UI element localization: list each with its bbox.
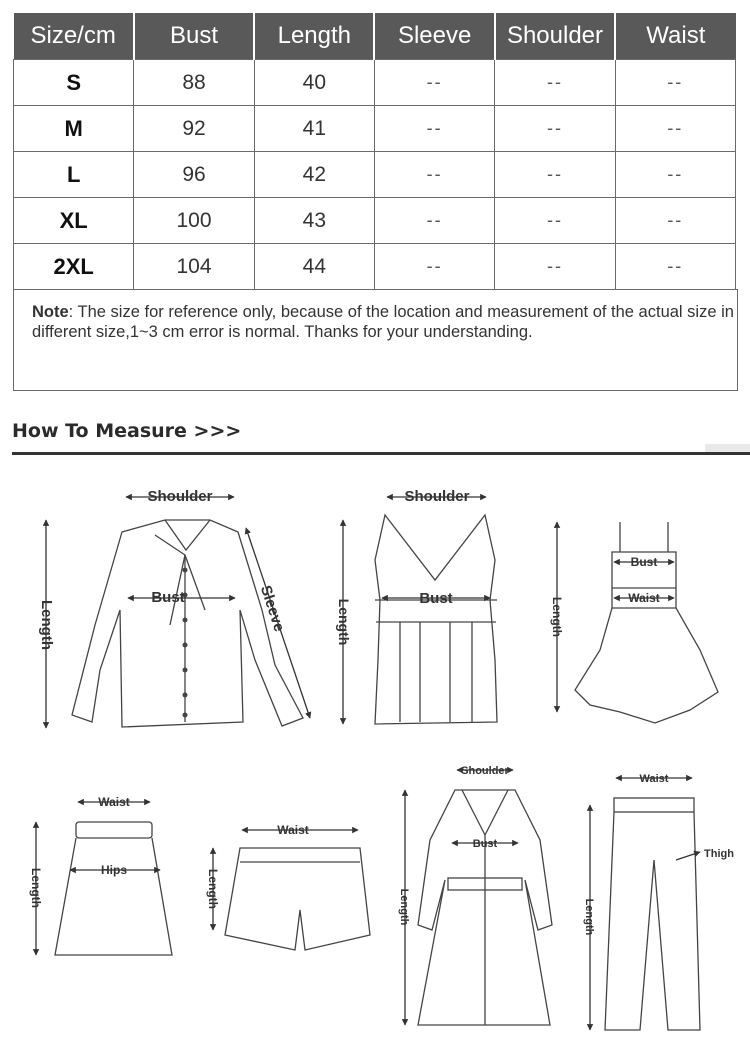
skirt-outline — [55, 838, 172, 955]
size-note — [13, 289, 738, 391]
dress-length-label: Length — [550, 597, 564, 637]
shorts-waist-label: Waist — [277, 823, 309, 837]
top-pleats — [400, 622, 472, 722]
vneck-top-diagram — [343, 497, 497, 724]
blouse-length-label: Length — [38, 600, 55, 650]
length-cell: 44 — [254, 244, 374, 290]
blouse-sleeve-label: Sleeve — [256, 583, 288, 634]
header-shoulder: Shoulder — [495, 13, 615, 60]
waist-cell: -- — [615, 152, 735, 198]
bust-cell: 88 — [134, 60, 254, 106]
bust-cell: 96 — [134, 152, 254, 198]
shoulder-cell: -- — [495, 106, 615, 152]
header-size: Size/cm — [14, 13, 134, 60]
shoulder-cell: -- — [495, 60, 615, 106]
how-to-measure-heading: How To Measure >>> — [12, 420, 242, 442]
coat-shoulder-label: Shoulder — [461, 765, 509, 777]
skirt-length-label: Length — [29, 868, 43, 908]
trousers-waistband — [614, 798, 694, 812]
sleeve-cell: -- — [374, 106, 494, 152]
shorts-diagram — [213, 830, 370, 950]
top-bust-label: Bust — [419, 590, 453, 607]
note-text: : The size for reference only, because of the location and measurement of the actual size in different size,1~3 cm error is normal. Thanks for your understanding. — [32, 303, 734, 341]
coat-length-label: Length — [398, 888, 410, 926]
coat-bust-label: Bust — [472, 838, 498, 850]
length-cell: 40 — [254, 60, 374, 106]
waist-cell: -- — [615, 244, 735, 290]
sleeve-cell: -- — [374, 244, 494, 290]
top-length-label: Length — [336, 598, 352, 646]
length-cell: 43 — [254, 198, 374, 244]
note-label: Note — [32, 303, 69, 321]
header-bust: Bust — [134, 13, 254, 60]
header-sleeve: Sleeve — [374, 13, 494, 60]
table-row — [14, 152, 736, 198]
sleeve-cell: -- — [374, 60, 494, 106]
shorts-length-label: Length — [206, 869, 220, 909]
trench-coat-diagram — [405, 770, 552, 1025]
length-cell: 41 — [254, 106, 374, 152]
size-cell: 2XL — [14, 244, 134, 290]
waist-cell: -- — [615, 198, 735, 244]
size-chart-header-row — [14, 13, 736, 60]
header-length: Length — [254, 13, 374, 60]
strap-dress-diagram — [557, 522, 718, 723]
heading-decoration — [705, 444, 750, 452]
trousers-waist-label: Waist — [639, 773, 669, 785]
length-cell: 42 — [254, 152, 374, 198]
shoulder-cell: -- — [495, 198, 615, 244]
top-shoulder-label: Shoulder — [404, 488, 470, 505]
bust-cell: 92 — [134, 106, 254, 152]
shoulder-cell: -- — [495, 152, 615, 198]
size-cell: M — [14, 106, 134, 152]
blouse-bust-label: Bust — [151, 589, 185, 606]
sleeve-cell: -- — [374, 152, 494, 198]
top-outline — [375, 515, 497, 724]
size-chart-table — [13, 13, 736, 290]
size-cell: S — [14, 60, 134, 106]
dress-waist-label: Waist — [628, 591, 660, 605]
size-cell: L — [14, 152, 134, 198]
skirt-diagram — [36, 802, 172, 955]
table-row — [14, 60, 736, 106]
blouse-shoulder-label: Shoulder — [147, 488, 213, 505]
sleeve-cell: -- — [374, 198, 494, 244]
coat-lapel — [462, 790, 508, 835]
dress-outline — [575, 552, 718, 723]
bust-cell: 104 — [134, 244, 254, 290]
dress-bust-label: Bust — [630, 555, 658, 569]
header-waist: Waist — [615, 13, 735, 60]
blouse-bow — [155, 535, 205, 625]
dress-straps — [620, 522, 668, 552]
waist-cell: -- — [615, 60, 735, 106]
skirt-waistband — [76, 822, 152, 838]
size-cell: XL — [14, 198, 134, 244]
heading-divider — [12, 452, 750, 455]
trousers-length-label: Length — [583, 898, 595, 936]
skirt-hips-label: Hips — [100, 863, 128, 877]
trousers-thigh-arrow — [676, 852, 700, 860]
shoulder-cell: -- — [495, 244, 615, 290]
trousers-thigh-label: Thigh — [704, 848, 734, 860]
shorts-outline — [225, 848, 370, 950]
measurement-diagrams — [0, 460, 750, 1045]
table-row — [14, 198, 736, 244]
trousers-diagram — [590, 778, 700, 1030]
bust-cell: 100 — [134, 198, 254, 244]
table-row — [14, 244, 736, 290]
skirt-waist-label: Waist — [98, 795, 130, 809]
waist-cell: -- — [615, 106, 735, 152]
trousers-outline — [605, 812, 700, 1030]
table-row — [14, 106, 736, 152]
